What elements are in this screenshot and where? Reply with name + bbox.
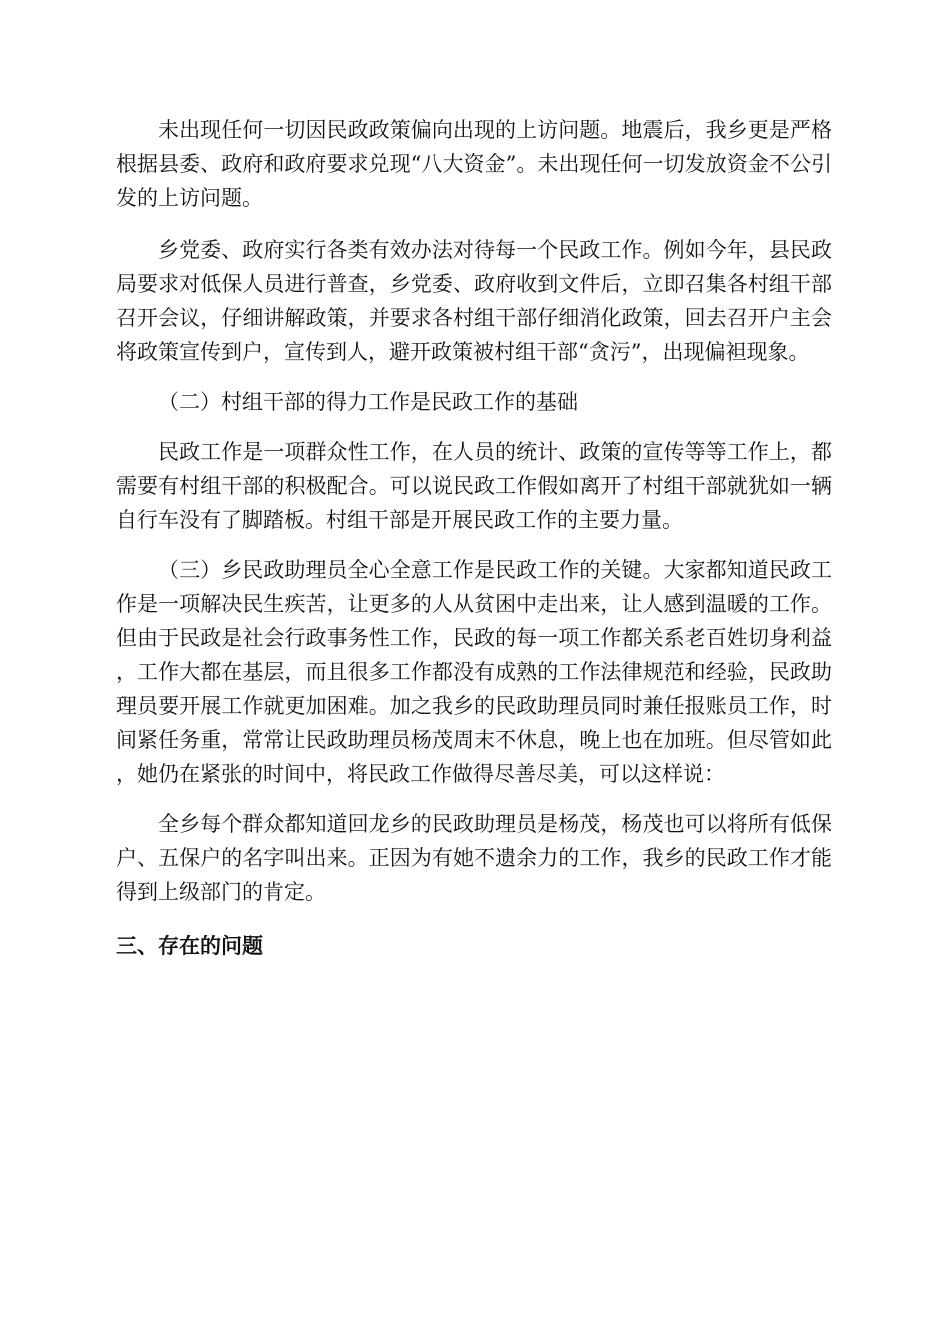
paragraph-3: 民政工作是一项群众性工作，在人员的统计、政策的宣传等等工作上，都需要有村组干部的积极配合。可以说民政工作假如离开了村组干部就犹如一辆自行车没有了脚踏板。村组干部是开展民政工作的主要力量。: [116, 440, 832, 532]
paragraph-2: 乡党委、政府实行各类有效办法对待每一个民政工作。例如今年，县民政局要求对低保人员进行普查，乡党委、政府收到文件后，立即召集各村组干部召开会议，仔细讲解政策，并要求各村组干部仔细消化政策，回去召开户主会将政策宣传到户，宣传到人，避开政策被村组干部“贪污”，出现偏袒现象。: [116, 238, 832, 364]
paragraph-4: （三）乡民政助理员全心全意工作是民政工作的关键。大家都知道民政工作是一项解决民生疾苦，让更多的人从贫困中走出来，让人感到温暖的工作。但由于民政是社会行政事务性工作，民政的每一项工作都关系老百姓切身利益，工作大都在基层，而且很多工作都没有成熟的工作法律规范和经验，民政助理员要开展工作就更加困难。加之我乡的民政助理员同时兼任报账员工作，时间紧任务重，常常让民政助理员杨茂周末不休息，晚上也在加班。但尽管如此，她仍在紧张的时间中，将民政工作做得尽善尽美，可以这样说：: [116, 558, 832, 786]
paragraph-1: 未出现任何一切因民政政策偏向出现的上访问题。地震后，我乡更是严格根据县委、政府和政府要求兑现“八大资金”。未出现任何一切发放资金不公引发的上访问题。: [116, 118, 832, 210]
subheading-2: （二）村组干部的得力工作是民政工作的基础: [158, 390, 578, 414]
section-heading: 三、存在的问题: [116, 934, 263, 958]
paragraph-5: 全乡每个群众都知道回龙乡的民政助理员是杨茂，杨茂也可以将所有低保户、五保户的名字叫出来。正因为有她不遗余力的工作，我乡的民政工作才能得到上级部门的肯定。: [116, 812, 832, 904]
document-page: [116, 113, 832, 963]
